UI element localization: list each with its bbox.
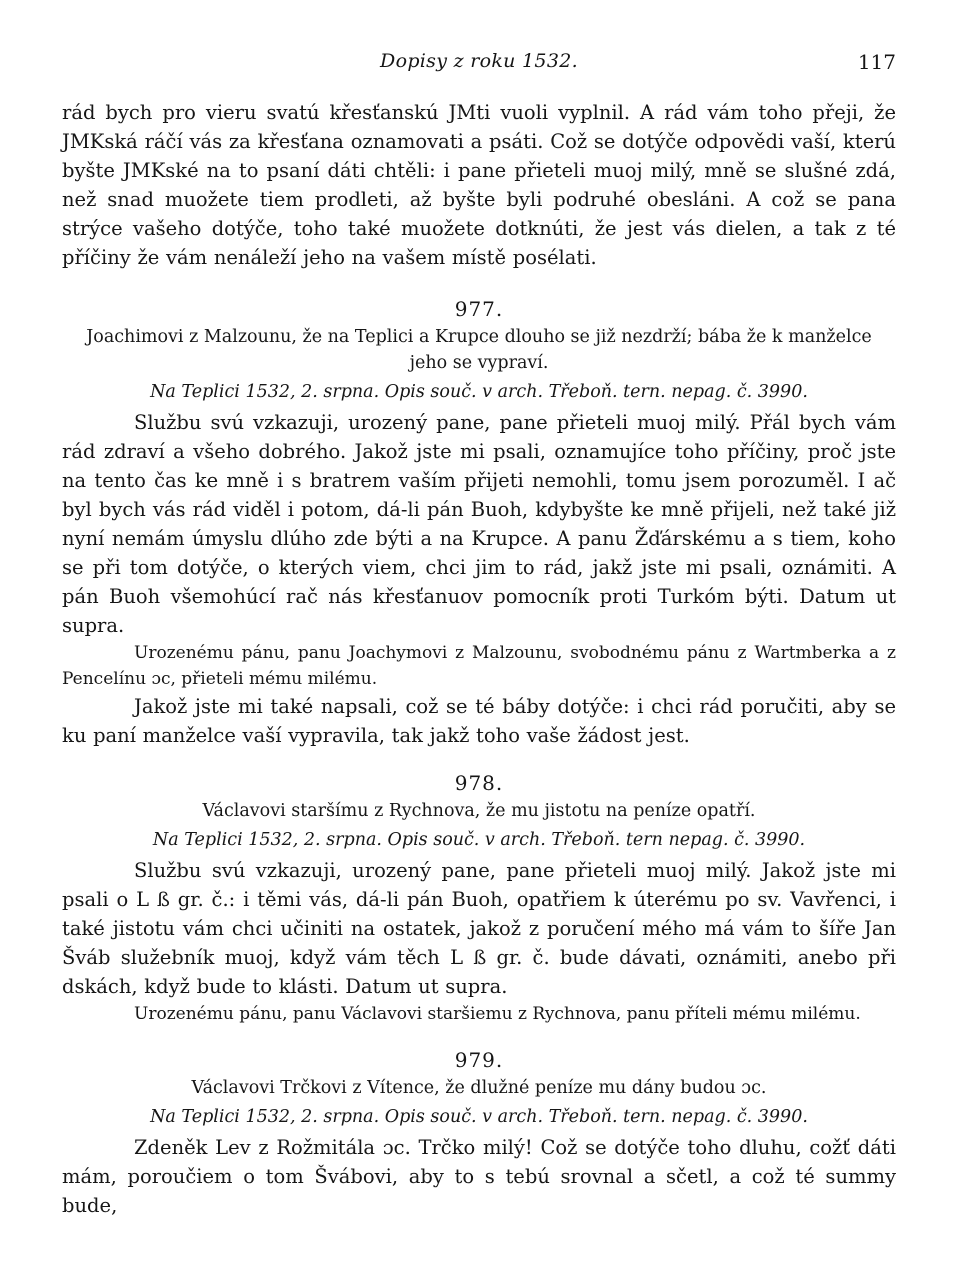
entry-address: Urozenému pánu, panu Joachymovi z Malzounu, svobodnému pánu z Wartmberka a z Pencelínu ɔc, přieteli mému milému.	[62, 643, 896, 689]
page-header	[62, 50, 896, 80]
running-title: Dopisy z roku 1532.	[380, 50, 578, 72]
intro-paragraph: rád bych pro vieru svatú křesťanskú JMti vuoli vyplnil. A rád vám toho přeji, že JMKská ráčí vás za křesťana oznamovati a psáti. Což se dotýče odpovědi vaší, kterú byšte JMKské na to psaní dáti chtěli: i pane přieteli muoj milý, mně se slušné zdá, než snad muožete tiem prodleti, až byšte byli podruhé obesláni. A což se pana strýce vašeho dotýče, toho také muožete dotknúti, že jest vás dielen, a tak z té příčiny že vám nenáleží jeho na vašem místě posélati.	[62, 101, 896, 269]
entry-address: Urozenému pánu, panu Václavovi staršiemu z Rychnova, panu příteli mému milému.	[134, 1004, 861, 1024]
letter-entry-978	[62, 768, 896, 1027]
page-number: 117	[857, 50, 896, 74]
entry-text: Službu svú vzkazuji, urozený pane, pane přieteli muoj milý. Jakož jste mi psali o L ß gr. č.: i těmi vás, dá-li pán Buoh, opatřiem k úterému po sv. Vavřenci, i také jistotu vám chci učiniti na ostatek, jakož z poručení mého má vám to šíře Jan Šváb služebník muoj, když vám těch L ß gr. č. bude dávati, oznámiti, anebo při dskách, když bude to klásti. Datum ut supra.	[62, 859, 896, 998]
entry-source: Na Teplici 1532, 2. srpna. Opis souč. v arch. Třeboň. tern. nepag. č. 3990.	[150, 382, 808, 402]
entry-summary: Václavovi staršímu z Rychnova, že mu jistotu na peníze opatří.	[202, 801, 756, 821]
page-body	[62, 98, 896, 1220]
entry-source: Na Teplici 1532, 2. srpna. Opis souč. v arch. Třeboň. tern nepag. č. 3990.	[152, 830, 806, 850]
entry-number: 979.	[454, 1048, 504, 1072]
entry-text: Službu svú vzkazuji, urozený pane, pane přieteli muoj milý. Přál bych vám rád zdraví a všeho dobrého. Jakož jste mi psali, oznamujíce toho příčiny, proč jste na tento čas ke mně i s bratrem vaším přijeti nemohli, tomu jsem porozuměl. I ač byl bych vás rád viděl i potom, dá-li pán Buoh, kdybyšte ke mně přijeli, než také již nyní nemám úmyslu dlúho zde býti a na Krupce. A panu Žďárskému a s tiem, koho se při tom dotýče, o kterých viem, chci jim to rád, jakž jste mi psali, oznámiti. A pán Buoh všemohúcí rač nás křesťanuov pomocník proti Turkóm býti. Datum ut supra.	[62, 411, 896, 637]
entry-text: Zdeněk Lev z Rožmitála ɔc. Trčko milý! Což se dotýče toho dluhu, cožť dáti mám, poroučiem o tom Švábovi, aby to s tebú srovnal a sčetl, a což té summy bude,	[62, 1136, 896, 1217]
letter-entry-977	[62, 294, 896, 750]
entry-number: 977.	[454, 297, 504, 321]
entry-source: Na Teplici 1532, 2. srpna. Opis souč. v arch. Třeboň. tern. nepag. č. 3990.	[150, 1107, 808, 1127]
entry-postscript: Jakož jste mi také napsali, což se té báby dotýče: i chci rád poručiti, aby se ku paní manželce vaší vypravila, tak jakž toho vaše žádost jest.	[62, 695, 896, 747]
letter-entry-979	[62, 1045, 896, 1220]
entry-summary: Joachimovi z Malzounu, že na Teplici a Krupce dlouho se již nezdrží; bába že k manželce jeho se vypraví.	[86, 327, 872, 373]
entry-number: 978.	[454, 771, 504, 795]
entry-summary: Václavovi Trčkovi z Vítence, že dlužné peníze mu dány budou ɔc.	[191, 1078, 767, 1098]
